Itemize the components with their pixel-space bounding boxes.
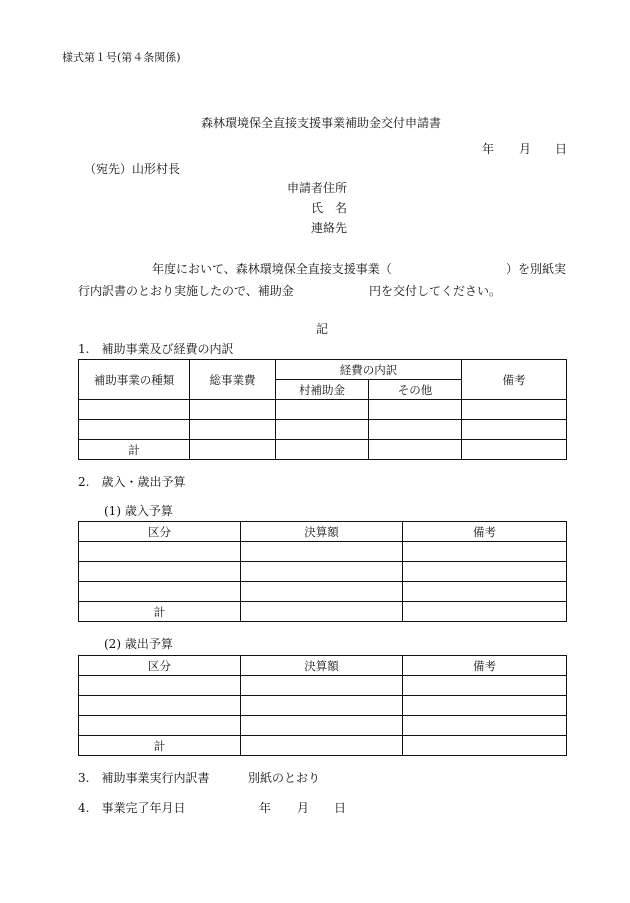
table-cell[interactable]	[403, 562, 567, 582]
revenue-budget-heading: (1) 歳入予算	[104, 504, 173, 518]
header-category: 区分	[79, 522, 241, 542]
table-cell[interactable]	[241, 716, 403, 736]
table-row	[79, 542, 567, 562]
date-year: 年	[482, 142, 495, 156]
revenue-budget-table	[78, 521, 567, 622]
table-cell[interactable]	[462, 440, 567, 460]
date-day: 日	[555, 142, 568, 156]
table-cell[interactable]	[403, 716, 567, 736]
table-cell[interactable]	[241, 542, 403, 562]
header-notes: 備考	[462, 360, 567, 400]
table-cell[interactable]	[462, 400, 567, 420]
body-text-part2: ）を別紙実	[506, 262, 567, 276]
total-label: 計	[79, 440, 190, 460]
table-cell[interactable]	[276, 400, 369, 420]
table-cell[interactable]	[79, 676, 241, 696]
table-cell[interactable]	[241, 736, 403, 756]
table-cell[interactable]	[190, 400, 276, 420]
table-total-row	[79, 736, 567, 756]
table-cell[interactable]	[241, 676, 403, 696]
table-cell[interactable]	[79, 582, 241, 602]
expenditure-budget-heading: (2) 歳出予算	[104, 637, 173, 651]
table-row	[79, 676, 567, 696]
table-row	[79, 696, 567, 716]
form-number: 様式第１号(第４条関係)	[62, 51, 181, 64]
completion-day: 日	[334, 801, 347, 815]
header-notes: 備考	[403, 656, 567, 676]
section4-heading: 4. 事業完了年月日	[78, 801, 186, 815]
header-total-cost: 総事業費	[190, 360, 276, 400]
table-cell[interactable]	[276, 420, 369, 440]
section3-value: 別紙のとおり	[248, 771, 321, 785]
table-row	[79, 400, 567, 420]
table-cell[interactable]	[403, 602, 567, 622]
header-other: その他	[369, 380, 462, 400]
header-settled-amount: 決算額	[241, 522, 403, 542]
date-month: 月	[519, 142, 532, 156]
table-cell[interactable]	[190, 440, 276, 460]
section2-heading: 2. 歳入・歳出予算	[78, 475, 186, 489]
table-cell[interactable]	[79, 696, 241, 716]
table-row	[79, 716, 567, 736]
table-total-row	[79, 602, 567, 622]
table-cell[interactable]	[403, 542, 567, 562]
header-cost-breakdown: 経費の内訳	[276, 360, 462, 380]
table-cell[interactable]	[369, 400, 462, 420]
header-project-type: 補助事業の種類	[79, 360, 190, 400]
ki-heading: 記	[316, 322, 329, 336]
table-total-row	[79, 440, 567, 460]
table-cell[interactable]	[79, 716, 241, 736]
document-title: 森林環境保全直接支援事業補助金交付申請書	[201, 116, 442, 130]
expenditure-budget-table	[78, 655, 567, 756]
table-cell[interactable]	[190, 420, 276, 440]
table-cell[interactable]	[241, 696, 403, 716]
header-settled-amount: 決算額	[241, 656, 403, 676]
table-row	[79, 562, 567, 582]
table-cell[interactable]	[79, 562, 241, 582]
applicant-contact-label: 連絡先	[311, 221, 348, 235]
applicant-address-label: 申請者住所	[287, 181, 348, 195]
total-label: 計	[79, 736, 241, 756]
table-cell[interactable]	[462, 420, 567, 440]
completion-year: 年	[259, 801, 272, 815]
section1-heading: 1. 補助事業及び経費の内訳	[78, 342, 234, 356]
table-cell[interactable]	[403, 736, 567, 756]
total-label: 計	[79, 602, 241, 622]
table-cell[interactable]	[79, 542, 241, 562]
table-cell[interactable]	[403, 696, 567, 716]
table-cell[interactable]	[403, 676, 567, 696]
table-cell[interactable]	[276, 440, 369, 460]
table-cell[interactable]	[79, 420, 190, 440]
table-cell[interactable]	[79, 400, 190, 420]
table-cell[interactable]	[369, 440, 462, 460]
table-row	[79, 420, 567, 440]
expense-breakdown-table	[78, 359, 567, 460]
table-cell[interactable]	[369, 420, 462, 440]
header-village-subsidy: 村補助金	[276, 380, 369, 400]
applicant-name-label: 氏 名	[311, 201, 348, 215]
completion-month: 月	[297, 801, 310, 815]
table-row	[79, 582, 567, 602]
body-text-part1: 年度において、森林環境保全直接支援事業（	[152, 262, 392, 276]
body-text-part4: 円を交付してください。	[369, 284, 502, 298]
table-cell[interactable]	[241, 602, 403, 622]
addressee: （宛先）山形村長	[84, 162, 181, 176]
table-cell[interactable]	[241, 582, 403, 602]
header-category: 区分	[79, 656, 241, 676]
body-text-part3: 行内訳書のとおり実施したので、補助金	[78, 284, 294, 298]
section3-heading: 3. 補助事業実行内訳書	[78, 771, 210, 785]
table-cell[interactable]	[403, 582, 567, 602]
header-notes: 備考	[403, 522, 567, 542]
table-cell[interactable]	[241, 562, 403, 582]
